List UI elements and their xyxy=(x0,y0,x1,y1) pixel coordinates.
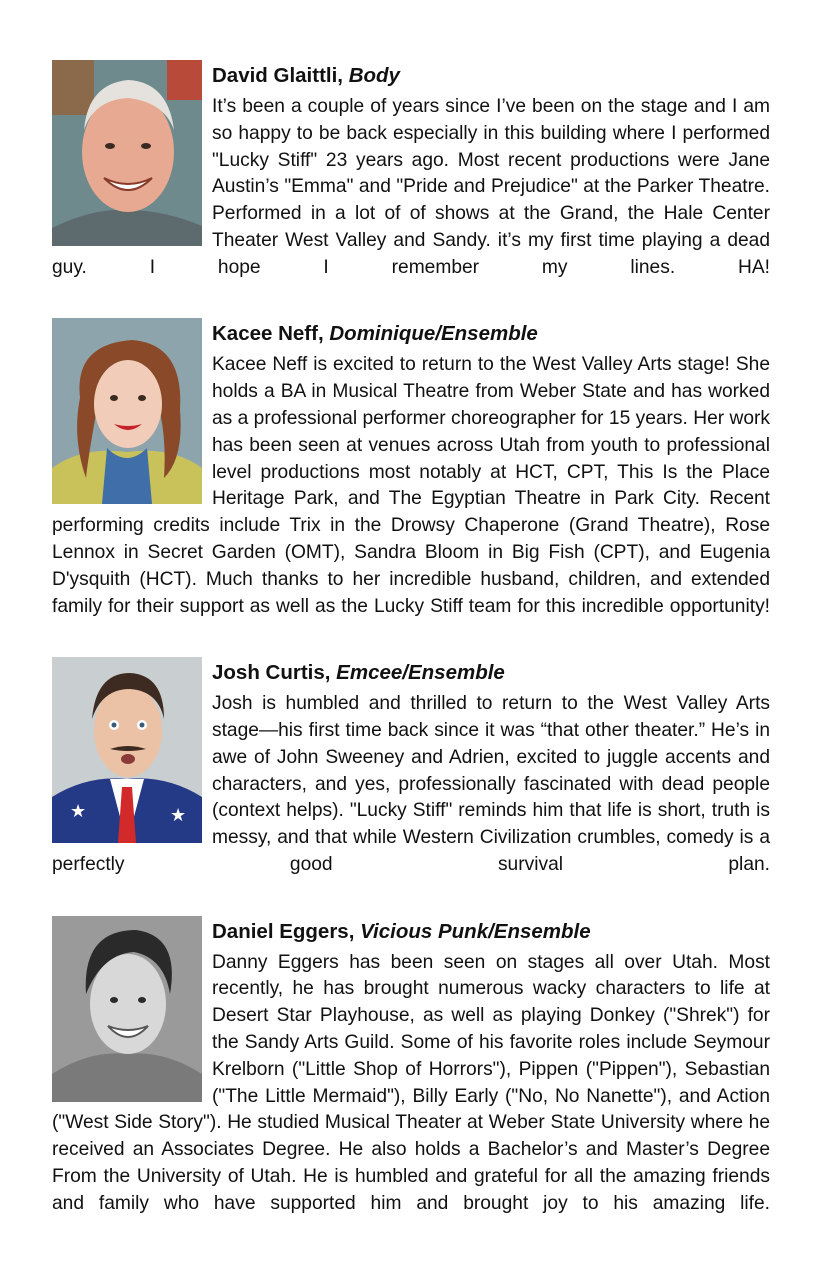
performer-role: Vicious Punk/Ensemble xyxy=(360,919,591,943)
svg-text:★: ★ xyxy=(70,801,87,823)
performer-name: Josh Curtis, xyxy=(212,661,331,685)
bio-entry-david-glaittli xyxy=(52,60,770,308)
performer-name: Daniel Eggers, xyxy=(212,919,355,943)
svg-text:★: ★ xyxy=(170,805,187,827)
bio-text: Josh is humbled and thrilled to return to the West Valley Arts stage—his first time back since it was “that other theater.” He’s in awe of John Sweeney and Adrien, excited to juggle accents and characters, and yes, professionally fascinated with dead people (context helps). "Lucky Stiff" reminds him that life is short, truth is messy, and that while Western Civilization crumbles, comedy is a perfectly good survival plan. xyxy=(52,693,770,875)
headshot-photo xyxy=(52,60,202,246)
bio-text: Kacee Neff is excited to return to the West Valley Arts stage! She holds a BA in Musical Theatre from Weber State and has worked as a professional performer choreographer for 15 years. Her work has been seen at venues across Utah from youth to professional level productions most notably at HCT, CPT, This Is the Place Heritage Park, and The Egyptian Theatre in Park City. Recent performing credits include Trix in the Drowsy Chaperone (Grand Theatre), Rose Lennox in Secret Garden (OMT), Sandra Bloom in Big Fish (CPT), and Eugenia D'ysquith (HCT). Much thanks to her incredible husband, children, and extended family for their support as well as the Lucky Stiff team for this incredible opportunity! xyxy=(52,354,770,617)
performer-role: Body xyxy=(348,64,400,87)
headshot-photo xyxy=(52,916,202,1102)
performer-name: David Glaittli, xyxy=(212,64,343,87)
performer-role: Dominique/Ensemble xyxy=(329,322,538,346)
headshot-photo xyxy=(52,318,202,504)
bio-entry-kacee-neff xyxy=(52,318,770,647)
bio-page xyxy=(52,60,770,1254)
performer-role: Emcee/Ensemble xyxy=(336,661,505,685)
performer-name: Kacee Neff, xyxy=(212,322,324,346)
bio-entry-daniel-eggers xyxy=(52,916,770,1245)
headshot-photo xyxy=(52,657,202,843)
bio-text: It’s been a couple of years since I’ve been on the stage and I am so happy to be back especially in this building where I performed "Lucky Stiff" 23 years ago. Most recent productions were Jane Austin’s "Emma" and "Pride and Prejudice" at the Parker Theatre. Performed in a lot of of shows at the Grand, the Hale Center Theater West Valley and Sandy. it’s my first time playing a dead guy. I hope I remember my lines. HA! xyxy=(52,96,770,278)
bio-entry-josh-curtis xyxy=(52,657,770,905)
bio-text: Danny Eggers has been seen on stages all over Utah. Most recently, he has brought numerous wacky characters to life at Desert Star Playhouse, as well as playing Donkey ("Shrek") for the Sandy Arts Guild. Some of his favorite roles include Seymour Krelborn ("Little Shop of Horrors"), Pippen ("Pippen"), Sebastian ("The Little Mermaid"), Billy Early ("No, No Nanette"), and Action ("West Side Story"). He studied Musical Theater at Weber State University where he received an Associates Degree. He also holds a Bachelor’s and Master’s Degree From the University of Utah. He is humbled and grateful for all the amazing friends and family who have supported him and brought joy to his amazing life. xyxy=(52,951,770,1214)
